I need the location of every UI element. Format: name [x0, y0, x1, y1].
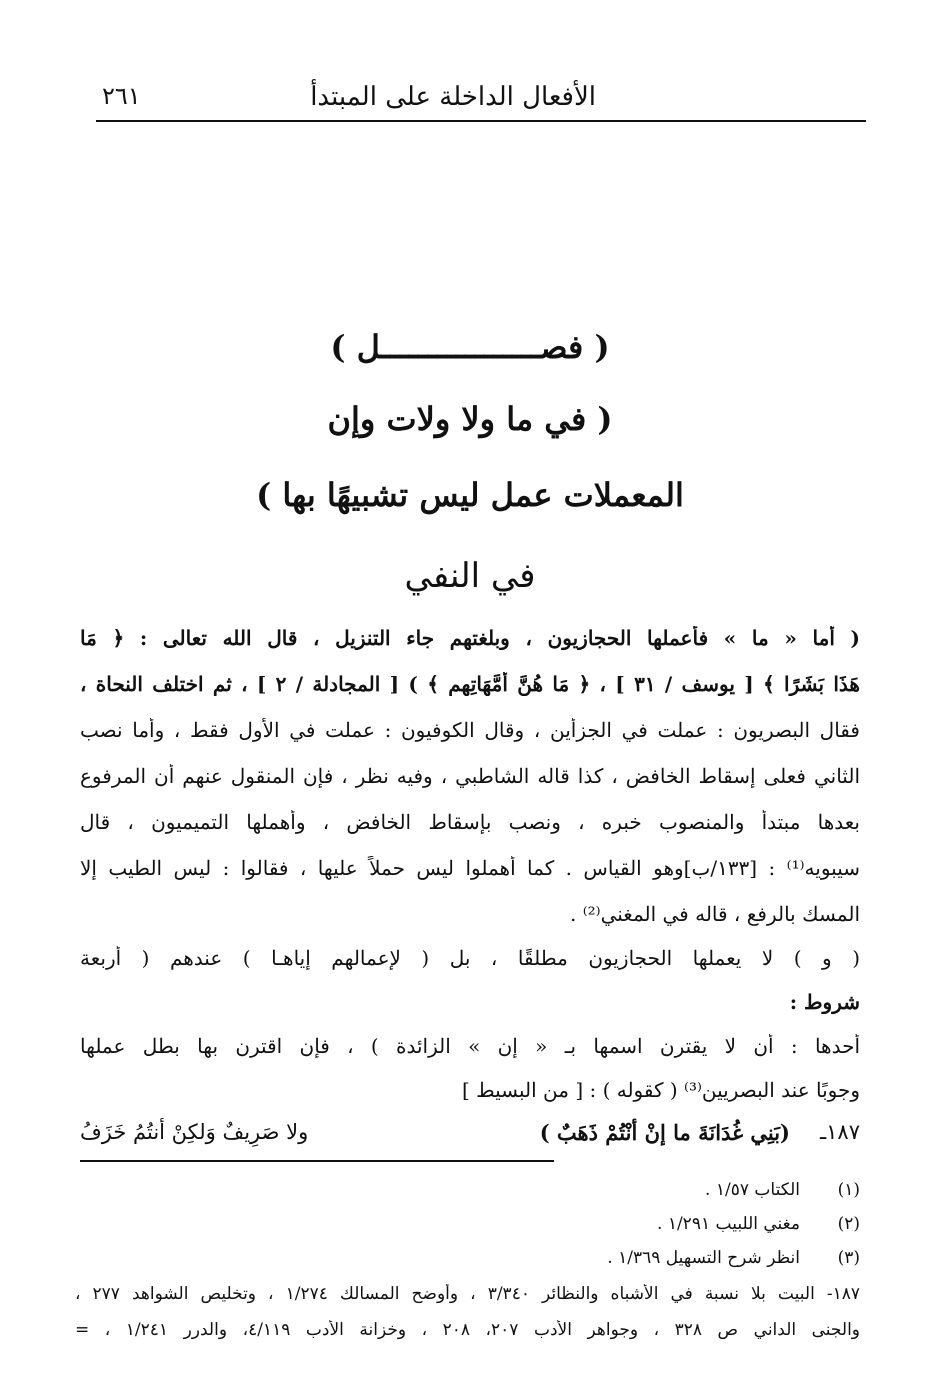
header-title: الأفعال الداخلة على المبتدأ [310, 82, 596, 112]
footnote-2 [657, 1214, 860, 1234]
verse-underline [80, 1160, 554, 1162]
section-title-line-3: في النفي [404, 556, 536, 596]
footnote-text: الكتاب ١/٥٧ . [705, 1180, 800, 1200]
verse-source-note-line-1: ١٨٧- البيت بلا نسبة في الأشباه والنظائر ٣/٣٤٠ ، وأوضح المسالك ١/٢٧٤ ، وتخليص الشواهد ٢٧٧ ، [75, 1284, 860, 1304]
poem-verse [80, 1120, 860, 1160]
footnote-key: (٣) [837, 1248, 860, 1268]
footnote-key: (١) [837, 1180, 860, 1200]
body-line-4: الثاني فعلى إسقاط الخافض ، كذا قاله الشاطبي ، وفيه نظر ، فإن المنقول عنهم أن المرفوع [80, 764, 860, 788]
verse-source-note-line-2: والجنى الداني ص ٣٢٨ ، وجواهر الأدب ٢٠٧، ٢٠٨ ، وخزانة الأدب ٤/١١٩، والدرر ١/٢٤١ ، = [75, 1320, 860, 1340]
body-line-2: هَذَا بَشَرًا ﴾ [ يوسف / ٣١ ] ، ﴿ مَا هُنَّ أُمَّهَاتِهِم ﴾ ) [ المجادلة / ٢ ] ، ثم اختلف النحاة ، [80, 672, 860, 696]
verse-first-hemistich: (بَنِي غُدَانَةَ ما إنْ أنْتُمْ ذَهَبٌ ) [539, 1120, 790, 1145]
body-line-11: وجوبًا عند البصريين⁽³⁾ ( كقوله ) : [ من البسيط ] [461, 1078, 860, 1102]
verse-second-hemistich: ولا صَرِيفٌ وَلكِنْ أنتُمُ خَزَفُ [80, 1120, 309, 1144]
body-line-6: سيبويه⁽¹⁾ : [١٣٣/ب]وهو القياس . كما أهملوا ليس حملاً عليها ، فقالوا : ليس الطيب إلا [80, 856, 860, 880]
body-line-10: أحدها : أن لا يقترن اسمها بـ « إن » الزائدة ) ، فإن اقترن بها بطل عملها [80, 1034, 860, 1058]
body-line-9: شروط : [789, 990, 860, 1014]
footnote-key: (٢) [837, 1214, 860, 1234]
verse-number: ١٨٧ـ [820, 1120, 860, 1144]
footnote-3 [607, 1248, 860, 1268]
footnote-1 [705, 1180, 860, 1200]
running-header [96, 76, 866, 122]
body-line-8: ( و ) لا يعملها الحجازيون مطلقًا ، بل ( لإعمالهم إياهـا ) عندهم ( أربعة [80, 946, 860, 970]
section-title-line-2: المعملات عمل ليس تشبيهًا بها ) [256, 476, 684, 514]
footnote-text: انظر شرح التسهيل ١/٣٦٩ . [607, 1248, 800, 1268]
body-line-5: بعدها مبتدأ والمنصوب خبره ، ونصب بإسقاط الخافض ، وأهملها التميميون ، قال [80, 810, 860, 834]
body-line-7: المسك بالرفع ، قاله في المغني⁽²⁾ . [570, 902, 860, 926]
section-title-line-1: ( في ما ولا ولات وإن [327, 400, 613, 438]
footnote-text: مغني اللبيب ١/٢٩١ . [657, 1214, 800, 1234]
body-line-1: ( أما « ما » فأعملها الحجازيون ، وبلغتهم جاء التنزيل ، قال الله تعالى : ﴿ مَا [80, 626, 860, 650]
body-line-3: فقال البصريون : عملت في الجزأين ، وقال الكوفيون : عملت في الأول فقط ، وأما نصب [80, 718, 860, 742]
page-number: ٢٦١ [102, 82, 141, 110]
section-heading-fasl: ( فصـــــــــــــــــل ) [330, 328, 610, 366]
